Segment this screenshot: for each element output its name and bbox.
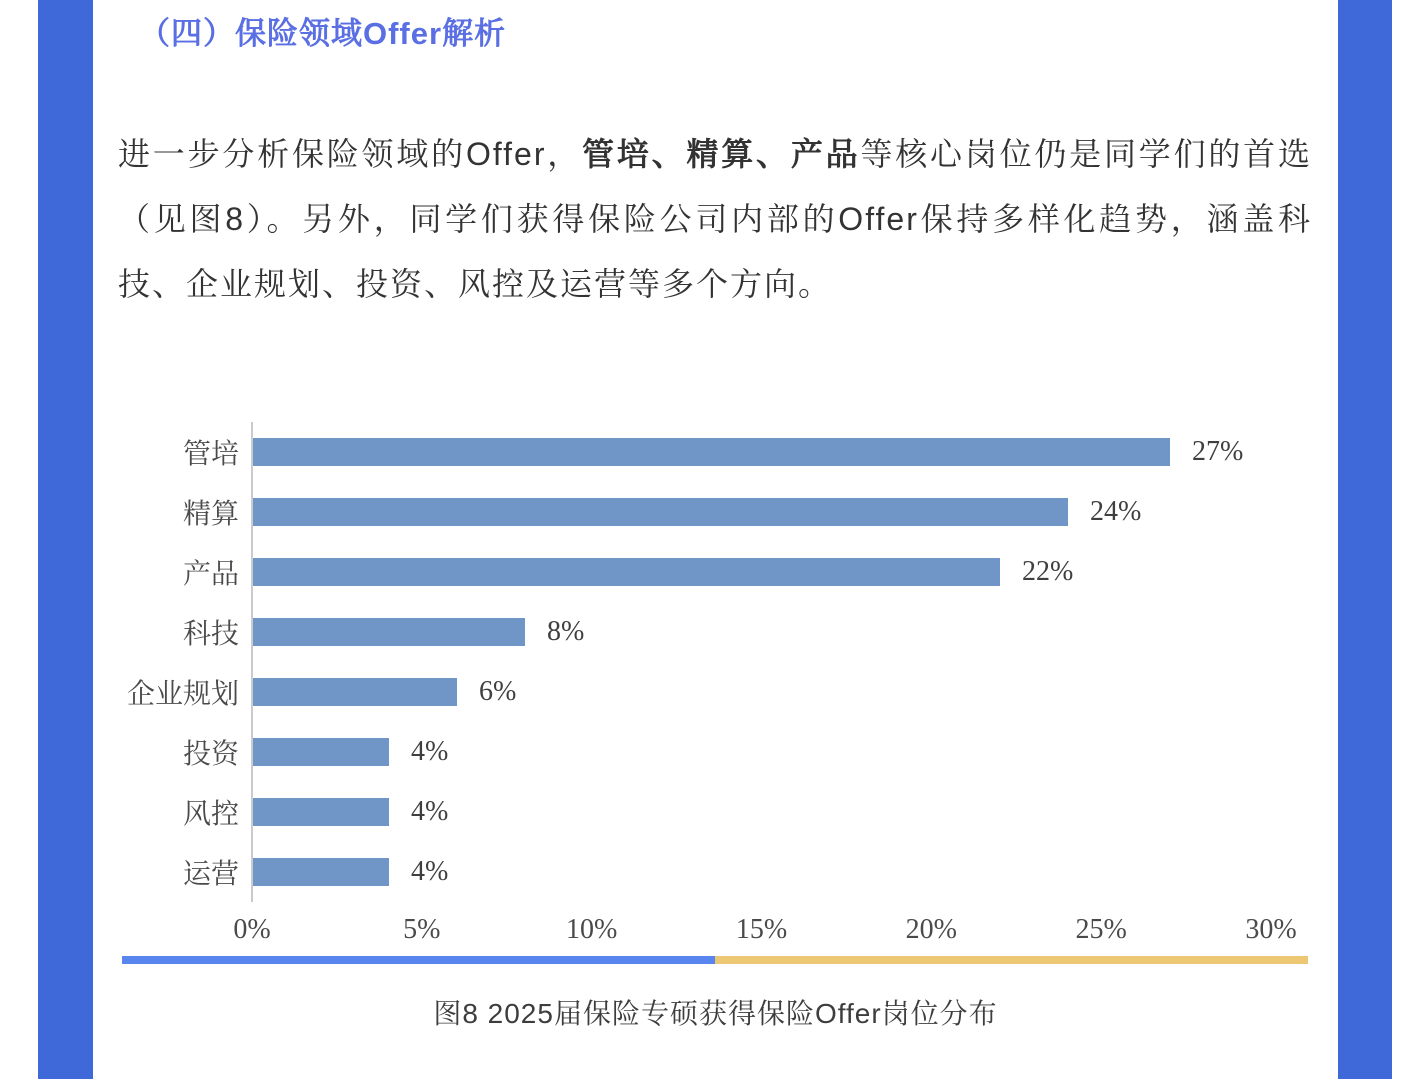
value-label: 22%: [1022, 556, 1074, 587]
value-label: 4%: [411, 736, 449, 767]
bar-track: [251, 542, 1313, 602]
bar-track: [251, 782, 1313, 842]
divider-yellow-segment: [715, 956, 1308, 964]
category-label: 投资: [182, 739, 239, 770]
category-label: 风控: [182, 799, 239, 830]
paragraph-text-2: 等核心岗位仍是同学们的首选（见图8）。另外，同学们获得保险公司内部的Offer保持多样化趋势，涵盖科技、企业规划、投资、风控及运营等多个方向。: [118, 136, 1312, 302]
value-label: 8%: [547, 616, 585, 647]
chart-row: [123, 722, 1313, 782]
bar: [253, 618, 525, 646]
bar-track: [251, 602, 1313, 662]
category-label: 精算: [182, 499, 239, 530]
value-label: 24%: [1090, 496, 1142, 527]
chart-row: [123, 782, 1313, 842]
paragraph-text-1: 进一步分析保险领域的Offer，: [118, 136, 583, 172]
bar: [253, 858, 389, 886]
x-axis-tick: 20%: [905, 914, 957, 945]
bar-track: [251, 842, 1313, 902]
figure-caption: 图8 2025届保险专硕获得保险Offer岗位分布: [433, 998, 998, 1029]
divider-blue-segment: [122, 956, 715, 964]
bar-track: [251, 422, 1313, 482]
left-border-strip: [38, 0, 93, 1079]
value-label: 27%: [1192, 436, 1244, 467]
bar-track: [251, 482, 1313, 542]
insurance-offer-bar-chart: [123, 422, 1313, 950]
x-axis-tick: 25%: [1075, 914, 1127, 945]
x-axis-tick: 5%: [403, 914, 441, 945]
right-border-strip: [1338, 0, 1392, 1079]
x-axis-tick: 30%: [1245, 914, 1297, 945]
chart-row: [123, 662, 1313, 722]
category-label: 科技: [182, 619, 239, 650]
bar: [253, 678, 457, 706]
bar-track: [251, 722, 1313, 782]
x-axis: [233, 902, 1313, 950]
category-label: 产品: [182, 559, 239, 590]
chart-row: [123, 842, 1313, 902]
chart-row: [123, 542, 1313, 602]
chart-row: [123, 602, 1313, 662]
bar-track: [251, 662, 1313, 722]
bar: [253, 798, 389, 826]
x-axis-tick: 10%: [565, 914, 618, 945]
bar: [253, 558, 1000, 586]
chart-row: [123, 482, 1313, 542]
value-label: 4%: [411, 796, 449, 827]
value-label: 4%: [411, 856, 449, 887]
bar: [253, 498, 1068, 526]
section-heading: （四）保险领域Offer解析: [139, 16, 507, 51]
body-paragraph: [118, 122, 1312, 317]
x-axis-tick: 15%: [735, 914, 788, 945]
section-divider: [122, 956, 1308, 964]
category-label: 管培: [182, 439, 239, 470]
value-label: 6%: [479, 676, 517, 707]
bar: [253, 738, 389, 766]
category-label: 运营: [182, 859, 239, 890]
chart-row: [123, 422, 1313, 482]
category-label: 企业规划: [126, 679, 239, 710]
x-axis-tick: 0%: [233, 914, 271, 945]
bar: [253, 438, 1170, 466]
paragraph-bold-text: 管培、精算、产品: [582, 136, 861, 172]
